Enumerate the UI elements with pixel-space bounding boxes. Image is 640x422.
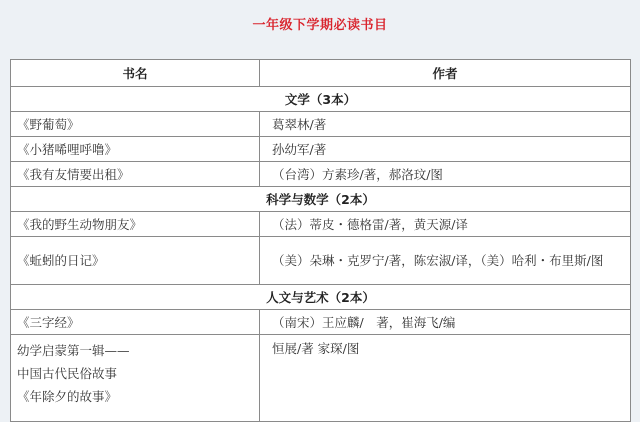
category-label: 科学与数学（2本） [11,186,631,211]
book-author: （台湾）方素珍/著，郝洛玟/图 [260,161,631,186]
book-title: 《我的野生动物朋友》 [11,211,260,236]
table-row [11,111,631,136]
table-row [11,211,631,236]
table-row [11,136,631,161]
book-title [11,334,260,422]
book-author: （南宋）王应麟/ 著，崔海飞/编 [260,309,631,334]
table-row [11,236,631,284]
book-list-table [10,59,631,422]
book-title-line: 《年除夕的故事》 [17,388,118,404]
book-title: 《小猪唏哩呼噜》 [11,136,260,161]
book-author: 孙幼军/著 [260,136,631,161]
book-title: 《我有友情要出租》 [11,161,260,186]
category-row [11,284,631,309]
book-author: （美）朵琳・克罗宁/著，陈宏淑/译，（美）哈利・布里斯/图 [260,236,631,284]
book-author: （法）蒂皮・德格雷/著，黄天源/译 [260,211,631,236]
book-author: 葛翠林/著 [260,111,631,136]
table-header-row [11,60,631,87]
category-row [11,186,631,211]
book-title: 《三字经》 [11,309,260,334]
category-label: 人文与艺术（2本） [11,284,631,309]
category-row [11,87,631,112]
book-title: 《蚯蚓的日记》 [11,236,260,284]
book-title-line: 中国古代民俗故事 [17,365,118,381]
book-title: 《野葡萄》 [11,111,260,136]
table-row [11,334,631,422]
column-header-author: 作者 [260,60,631,87]
column-header-title: 书名 [11,60,260,87]
table-row [11,161,631,186]
document-title: 一年级下学期必读书目 [252,18,388,33]
book-title-line: 幼学启蒙第一辑—— [17,342,130,358]
table-row [11,309,631,334]
book-author: 恒展/著 家琛/图 [260,334,631,422]
category-label: 文学（3本） [11,87,631,112]
